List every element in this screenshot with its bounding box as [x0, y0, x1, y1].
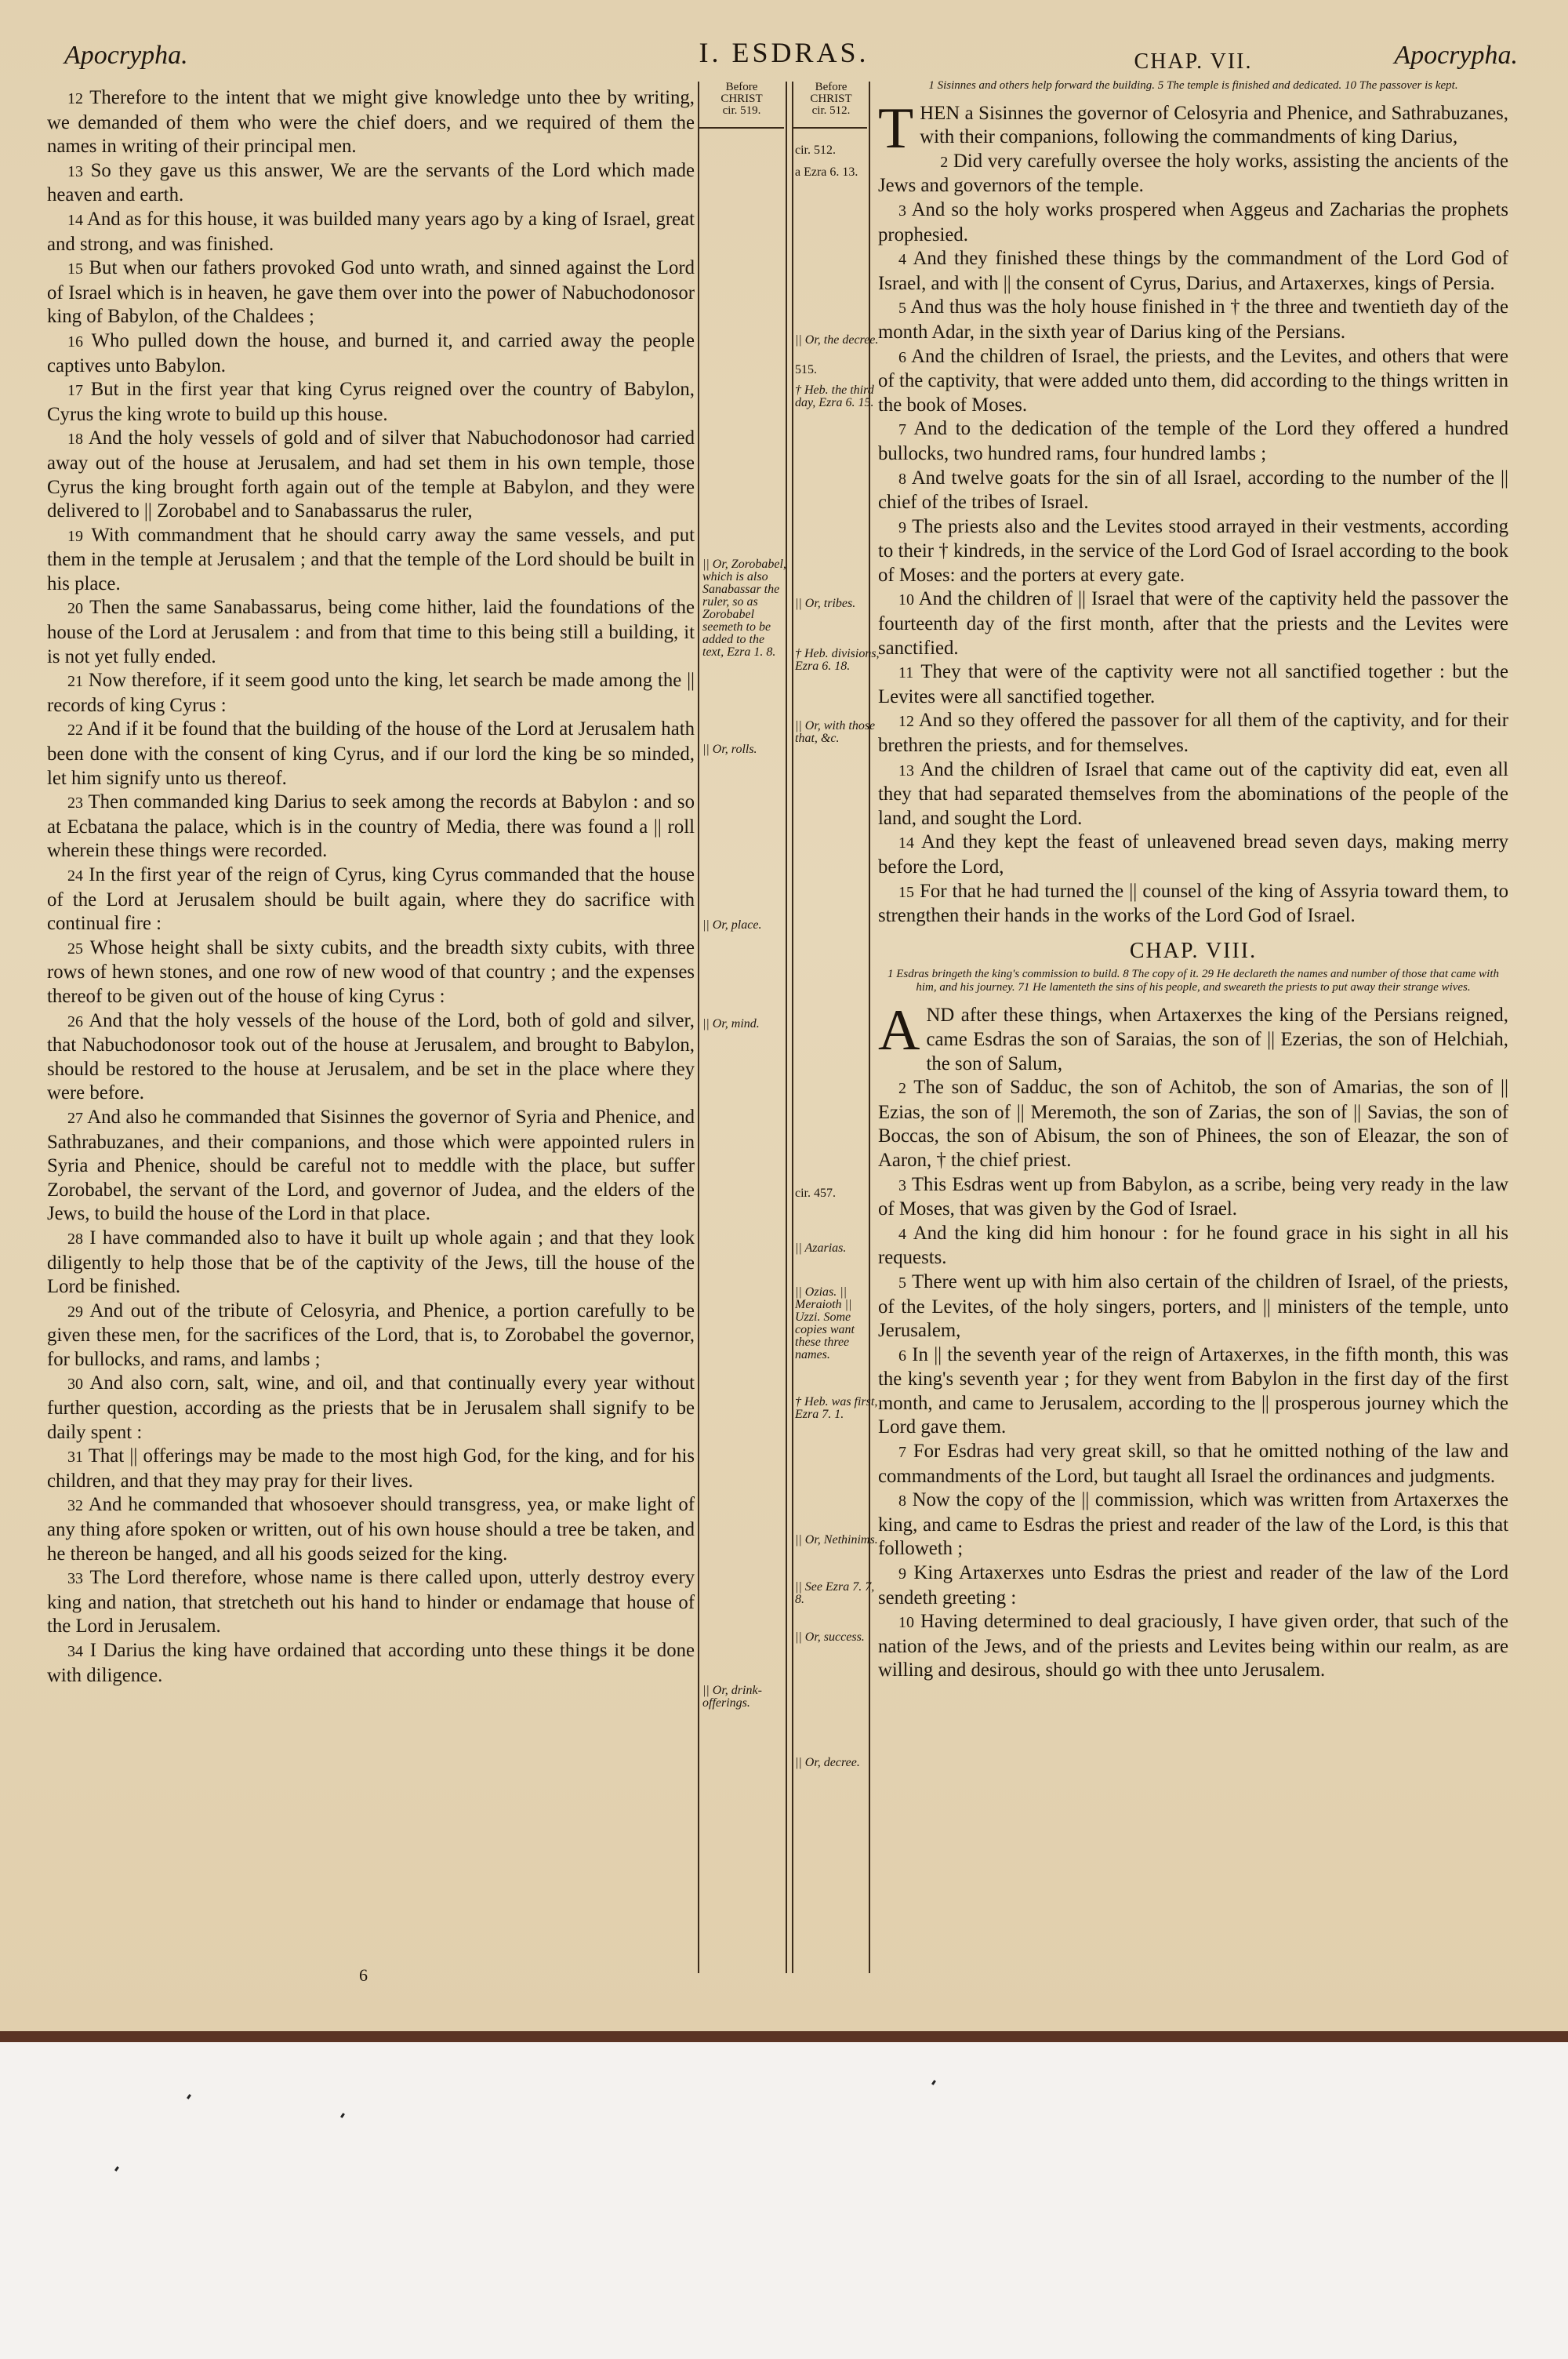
background-surface — [0, 2042, 1568, 2359]
margin-head-line: Before — [815, 81, 848, 93]
verse-text: Then commanded king Darius to seek among the records at Babylon : and so at Ecbatana the palace, which is in the country of Media, there was found a || roll wherein these things were recorded. — [47, 791, 695, 862]
verse — [878, 1610, 1508, 1683]
verse-number: 14 — [67, 211, 83, 229]
verse — [878, 1076, 1508, 1172]
verse-number: 4 — [898, 251, 906, 269]
verse — [878, 831, 1508, 879]
verse — [878, 150, 1508, 198]
margin-note: || Or, rolls. — [702, 743, 757, 756]
verse-number: 10 — [898, 1614, 914, 1632]
verse-text: There went up with him also certain of the children of Israel, of the priests, of the Levites, of the holy singers, porters, and || ministers of the temple, unto Jerusalem, — [878, 1270, 1508, 1342]
verse — [878, 1440, 1508, 1488]
verse-text: And they finished these things by the commandment of the Lord God of Israel, and with || the consent of Cyrus, Darius, and Artaxerxes, kings of Persia. — [878, 248, 1508, 294]
verse-number: 2 — [940, 153, 949, 171]
verse-number: 11 — [898, 664, 914, 682]
verse — [47, 1639, 695, 1688]
verse-text: In the first year of the reign of Cyrus, king Cyrus commanded that the house of the Lord at Jerusalem should be built again, where they do sacrifice with continual fire : — [47, 864, 695, 935]
verse-number: 21 — [67, 673, 83, 691]
verse — [47, 524, 695, 597]
verse-text: And to the dedication of the temple of the Lord they offered a hundred bullocks, two hundred rams, four hundred lambs ; — [878, 418, 1508, 464]
verse-text: And the holy vessels of gold and of silver that Nabuchodonosor had carried away out of the house at Jerusalem, and had set them in his own temple, those Cyrus the king brought forth again out of the temple at Babylon, and they were delivered to || Zorobabel and to Sanabassarus the ruler, — [47, 427, 695, 522]
verse — [878, 1561, 1508, 1610]
verse-text: And the children of Israel, the priests, and the Levites, and others that were of the captivity, that were added unto them, did according to the things written in the book of Moses. — [878, 345, 1508, 416]
verse-text: And so they offered the passover for all them of the captivity, and for their brethren the priests, and for themselves. — [878, 710, 1508, 757]
verse-text: King Artaxerxes unto Esdras the priest and reader of the law of the Lord sendeth greeting : — [878, 1562, 1509, 1608]
margin-note: || Or, place. — [702, 918, 762, 932]
verse-number: 23 — [67, 794, 83, 812]
verse — [47, 791, 695, 863]
verse — [878, 660, 1508, 709]
verse-number: 31 — [67, 1448, 83, 1467]
margin-head-line: CHRIST — [810, 93, 852, 105]
verse — [47, 936, 695, 1009]
verse-number: 25 — [67, 940, 83, 958]
running-head-left: Apocrypha. — [64, 41, 188, 70]
verse-text: And out of the tribute of Celosyria, and Phenice, a portion carefully to be given these men, for the sacrifices of the Lord, that is, to Zorobabel the governor, for bullocks, and rams, and lambs ; — [47, 1299, 695, 1370]
verse-number: 27 — [67, 1109, 83, 1127]
margin-note: † Heb. was first, Ezra 7. 1. — [795, 1395, 878, 1421]
chapter-heading: CHAP. VIII. — [1129, 938, 1258, 963]
verse — [878, 1343, 1508, 1440]
verse — [878, 417, 1508, 466]
verse-number: 12 — [898, 713, 914, 731]
verse-text: And he commanded that whosoever should transgress, yea, or make light of any thing afore spoken or written, out of his own house should a tree be taken, and he thereon be hanged, and all his goods seized for the king. — [47, 1494, 695, 1565]
verse-number: 29 — [67, 1303, 83, 1321]
margin-note: || Or, decree. — [795, 1756, 860, 1769]
verse-number: 10 — [898, 591, 914, 609]
verse — [878, 467, 1508, 515]
verse-number: 18 — [67, 431, 83, 449]
verse-text: And as for this house, it was builded many years ago by a king of Israel, great and strong, and was finished. — [47, 208, 695, 255]
verse — [878, 758, 1508, 831]
margin-note: || Azarias. — [795, 1241, 847, 1255]
verse-text: For Esdras had very great skill, so that he omitted nothing of the law and commandments of the Lord, but taught all Israel the ordinances and judgments. — [878, 1441, 1508, 1487]
margin-note: || Or, tribes. — [795, 597, 856, 610]
verse-number: 7 — [898, 1444, 906, 1462]
verse-text: Now therefore, if it seem good unto the king, let search be made among the || records of king Cyrus : — [47, 670, 695, 716]
speck — [187, 2094, 191, 2099]
verse — [47, 1227, 695, 1299]
verse-text: The Lord therefore, whose name is there called upon, utterly destroy every king and nation, that stretcheth out his hand to hinder or endamage that house of the Lord in Jerusalem. — [47, 1567, 695, 1637]
verse — [47, 1372, 695, 1445]
speck — [931, 2080, 936, 2085]
verse-number: 28 — [67, 1230, 83, 1248]
margin-head-right — [795, 82, 867, 117]
chapter-summary: 1 Sisinnes and others help forward the building. 5 The temple is finished and dedicated. 10 The passover is kept. — [928, 78, 1458, 92]
verse — [47, 1445, 695, 1493]
verse — [47, 596, 695, 669]
margin-note: 515. — [795, 363, 817, 376]
verse-text: The priests also and the Levites stood arrayed in their vestments, according to their † kindreds, in the service of the Lord God of Israel according to the book of Moses: and the porters at every gate. — [878, 515, 1508, 586]
verse-number: 15 — [898, 883, 914, 901]
margin-note: || Or, drink-offerings. — [702, 1684, 762, 1710]
verse-number: 4 — [898, 1225, 906, 1243]
verse-text: The son of Sadduc, the son of Achitob, the son of Amarias, the son of || Ezias, the son of || Meremoth, the son of Zarias, the son of || Savias, the son of Boccas, the son of Abisum, the son of Phinees, the son of Eleazar, the son of Aaron, † the chief priest. — [878, 1077, 1508, 1171]
verse-text: HEN a Sisinnes the governor of Celosyria and Phenice, and Sathrabuzanes, with their companions, following the commandments of king Darius, — [920, 102, 1508, 148]
verse-number: 26 — [67, 1012, 83, 1030]
margin-note: a Ezra 6. 13. — [795, 165, 858, 179]
verse — [47, 1009, 695, 1106]
verse-text: They that were of the captivity were not all sanctified together : but the Levites were all sanctified together. — [878, 661, 1508, 707]
column-rule — [792, 82, 793, 1973]
verse-text: Who pulled down the house, and burned it, and carried away the people captives unto Babylon. — [47, 329, 695, 376]
verse-text: Having determined to deal graciously, I have given order, that such of the nation of the Jews, and of the priests and Levites being within our realm, as are willing and desirous, should go with thee unto Jerusalem. — [878, 1611, 1508, 1681]
verse-text: So they gave us this answer, We are the servants of the Lord which made heaven and earth. — [47, 159, 695, 206]
verse — [878, 1488, 1508, 1561]
verse-number: 3 — [898, 202, 906, 220]
verse-text: And if it be found that the building of the house of the Lord at Jerusalem hath been done with the consent of king Cyrus, and if our lord the king be so minded, let him signify unto us thereof. — [47, 718, 695, 789]
verse-number: 34 — [67, 1643, 83, 1660]
verse-number: 8 — [898, 470, 906, 488]
verse-text: And so the holy works prospered when Aggeus and Zacharias the prophets prophesied. — [878, 198, 1508, 245]
verse-number: 13 — [67, 162, 83, 180]
verse-text: Then the same Sanabassarus, being come hither, laid the foundations of the house of the Lord at Jerusalem : and from that time to this being still a building, it is not yet fully ended. — [47, 597, 695, 667]
margin-note: || Or, mind. — [702, 1017, 760, 1030]
chapter-summary: 1 Esdras bringeth the king's commission to build. 8 The copy of it. 29 He declareth the names and number of those that came with him, and his journey. 71 He lamenteth the sins of his people, and sweareth the priests to put away their strange wives. — [887, 968, 1500, 994]
verse-text: But in the first year that king Cyrus reigned over the country of Babylon, Cyrus the king wrote to build up this house. — [47, 379, 695, 425]
margin-note: || Or, success. — [795, 1630, 865, 1644]
verse-text: ND after these things, when Artaxerxes the king of the Persians reigned, came Esdras the son of Saraias, the son of || Ezerias, the son of Helchiah, the son of Salum, — [926, 1005, 1508, 1074]
margin-note: || See Ezra 7. 7, 8. — [795, 1580, 875, 1606]
verse — [878, 1173, 1508, 1222]
verse — [878, 709, 1508, 758]
drop-cap: A — [878, 998, 920, 1063]
verse — [878, 345, 1508, 418]
verse-text: And the king did him honour : for he found grace in his sight in all his requests. — [878, 1222, 1508, 1269]
verse-number: 8 — [898, 1492, 906, 1510]
margin-note: † Heb. divisions, Ezra 6. 18. — [795, 647, 880, 673]
verse-number: 33 — [67, 1570, 83, 1588]
verse-text: And the children of || Israel that were of the captivity held the passover the fourteenth day of the first month, after that the priests and the Levites were sanctified. — [878, 588, 1508, 659]
verse-text: Now the copy of the || commission, which was written from Artaxerxes the king, and came to Esdras the priest and reader of the law of the Lord, is this that followeth ; — [878, 1489, 1508, 1560]
verse — [47, 1566, 695, 1639]
verse-number: 2 — [898, 1080, 906, 1098]
verse — [878, 587, 1508, 660]
verse-number: 19 — [67, 527, 83, 545]
verse-text: And thus was the holy house finished in † the three and twentieth day of the month Adar, in the sixth year of Darius king of the Persians. — [878, 296, 1508, 343]
verse-text: I have commanded also to have it built up whole again ; and that they look diligently to help those that be of the captivity of the Jews, till the house of the Lord be finished. — [47, 1227, 695, 1298]
verse-text: And they kept the feast of unleavened bread seven days, making merry before the Lord, — [878, 831, 1508, 878]
verse — [878, 96, 1508, 161]
verse — [47, 256, 695, 329]
verse-text: In || the seventh year of the reign of Artaxerxes, in the fifth month, this was the king's seventh year ; for they went from Babylon in the first day of the first month, and came to Jerusalem, according to the || prosperous journey which the Lord gave them. — [878, 1343, 1509, 1438]
verse-number: 12 — [67, 90, 83, 107]
verse — [47, 208, 695, 256]
verse-number: 3 — [898, 1176, 906, 1194]
verse-number: 5 — [898, 300, 906, 318]
verse — [878, 1222, 1508, 1270]
book-title: I. ESDRAS. — [699, 37, 869, 68]
verse-number: 9 — [898, 518, 906, 536]
verse-number: 9 — [898, 1565, 906, 1583]
margin-note: || Or, Nethinims. — [795, 1533, 878, 1547]
verse — [47, 86, 695, 159]
drop-cap: T — [878, 96, 914, 161]
speck — [340, 2113, 345, 2118]
verse — [47, 1493, 695, 1566]
verse-text: And twelve goats for the sin of all Israel, according to the number of the || chief of the tribes of Israel. — [878, 467, 1508, 514]
page-number: 6 — [359, 1965, 368, 1985]
verse — [47, 863, 695, 936]
speck — [114, 2166, 119, 2172]
verse-text: Did very carefully oversee the holy works, assisting the ancients of the Jews and governors of the temple. — [878, 150, 1508, 197]
margin-head-line: cir. 519. — [722, 104, 761, 117]
margin-note: || Or, the decree. — [795, 333, 879, 347]
verse-number: 32 — [67, 1497, 83, 1515]
verse-text: But when our fathers provoked God unto wrath, and sinned against the Lord of Israel which is in heaven, he gave them over into the power of Nabuchodonosor king of Babylon, of the Chaldees ; — [47, 257, 695, 328]
verse — [878, 1270, 1508, 1343]
verse-number: 16 — [67, 333, 83, 351]
column-rule — [698, 82, 699, 1973]
verse-text: I Darius the king have ordained that according unto these things it be done with diligence. — [47, 1640, 695, 1686]
verse-text: And also he commanded that Sisinnes the governor of Syria and Phenice, and Sathrabuzanes, and their companions, and those which were appointed rulers in Syria and Phenice, should be careful not to meddle with the place, but suffer Zorobabel, the servant of the Lord, and governor of Judea, and the elders of the Jews, to build the house of the Lord in that place. — [47, 1106, 695, 1225]
verse-number: 22 — [67, 722, 83, 740]
verse-text: Therefore to the intent that we might give knowledge unto thee by writing, we demanded of them who were the chief doers, and we required of them the names in writing of their principal men. — [47, 87, 695, 158]
verse-number: 5 — [898, 1274, 906, 1292]
verse-number: 6 — [898, 1347, 906, 1365]
verse-number: 6 — [898, 348, 906, 366]
verse-number: 13 — [898, 761, 914, 780]
chapter-heading: CHAP. VII. — [1134, 49, 1253, 74]
verse-text: With commandment that he should carry away the same vessels, and put them in the temple at Jerusalem ; and that the temple of the Lord should be built in his place. — [47, 524, 695, 594]
verse-number: 14 — [898, 834, 914, 852]
margin-note: † Heb. the third day, Ezra 6. 15. — [795, 383, 874, 409]
verse-number: 30 — [67, 1376, 83, 1394]
verse — [47, 1299, 695, 1372]
verse-text: And that the holy vessels of the house of the Lord, both of gold and silver, that Nabuchodonosor took out of the house at Jerusalem, and brought to Babylon, should be restored to the house at Jerusalem, and be set in the place where they were before. — [47, 1009, 695, 1104]
margin-note: cir. 457. — [795, 1187, 836, 1200]
verse-text: This Esdras went up from Babylon, as a scribe, being very ready in the law of Moses, that was given by the God of Israel. — [878, 1173, 1508, 1220]
verse-number: 17 — [67, 382, 83, 400]
verse-number: 7 — [898, 421, 906, 439]
verse-text: And also corn, salt, wine, and oil, and that continually every year without further question, according as the priests that be in Jerusalem shall signify to be daily spent : — [47, 1372, 695, 1443]
verse — [47, 1106, 695, 1227]
verse — [47, 669, 695, 718]
verse — [47, 159, 695, 208]
verse-number: 15 — [67, 260, 83, 278]
verse-number: 24 — [67, 867, 83, 885]
verse-number: 20 — [67, 600, 83, 618]
verse — [47, 427, 695, 523]
verse — [878, 247, 1508, 296]
margin-note: || Or, with those that, &c. — [795, 719, 876, 745]
verse — [878, 198, 1508, 247]
running-head-right: Apocrypha. — [1394, 41, 1518, 70]
right-text-column — [878, 45, 1508, 1683]
margin-head-left — [706, 82, 778, 117]
verse — [47, 718, 695, 791]
margin-note: || Ozias. || Meraioth || Uzzi. Some copies want these three names. — [795, 1285, 855, 1361]
verse-text: That || offerings may be made to the most high God, for the king, and for his children, and that they may pray for their lives. — [47, 1445, 695, 1492]
margin-note: || Or, Zorobabel, which is also Sanabassar the ruler, so as Zorobabel seemeth to be added to the text, Ezra 1. 8. — [702, 558, 786, 659]
verse-text: And the children of Israel that came out of the captivity did eat, even all they that had separated themselves from the abominations of the people of the land, and sought the Lord. — [878, 758, 1508, 829]
verse — [878, 515, 1508, 588]
verse-text: For that he had turned the || counsel of the king of Assyria toward them, to strengthen their hands in the works of the Lord God of Israel. — [878, 880, 1509, 927]
verse — [878, 296, 1508, 344]
verse-text: Whose height shall be sixty cubits, and the breadth sixty cubits, with three rows of hewn stones, and one row of new wood of that country ; and the expenses thereof to be given out of the house of king Cyrus : — [47, 936, 695, 1007]
verse — [47, 329, 695, 378]
left-text-column — [47, 86, 695, 1688]
verse — [878, 880, 1508, 929]
margin-head-line: Before — [725, 81, 758, 93]
margin-head-line: cir. 512. — [811, 104, 851, 117]
margin-head-rule — [793, 127, 867, 129]
margin-head-line: CHRIST — [720, 93, 763, 105]
verse — [878, 998, 1508, 1076]
verse — [47, 378, 695, 427]
margin-note: cir. 512. — [795, 144, 836, 157]
margin-head-rule — [699, 127, 784, 129]
